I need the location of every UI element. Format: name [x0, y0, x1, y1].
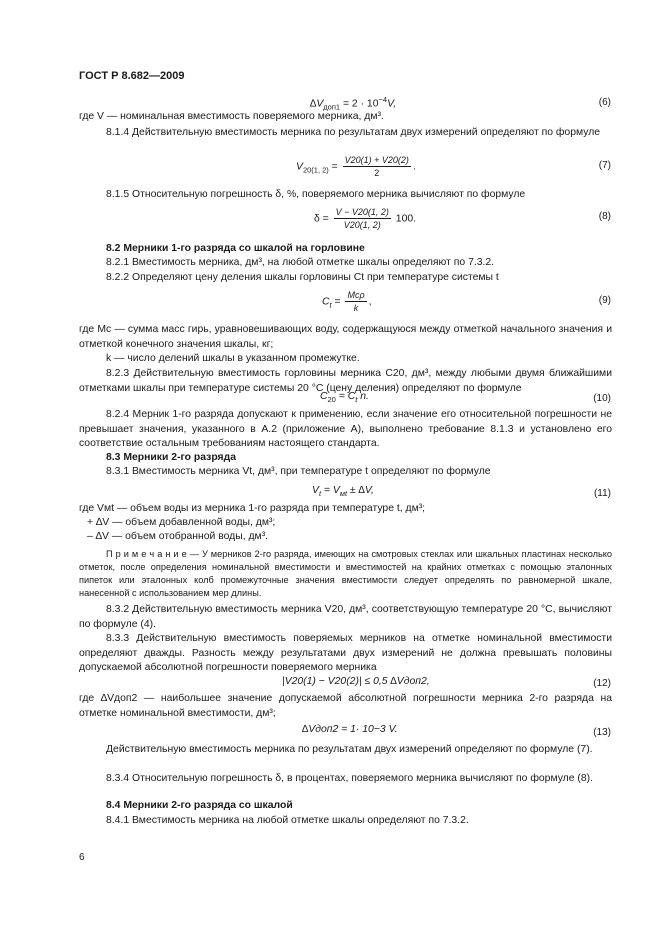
formula-11-number: (11) — [593, 488, 611, 499]
formula-12-number: (12) — [593, 678, 611, 689]
clause-8-1-4: 8.1.4 Действительную вместимость мерника по результатам двух измерений определяют по формуле — [106, 127, 601, 138]
clause-8-2-2: 8.2.2 Определяют цену деления шкалы горловины Ct при температуре системы t — [106, 272, 499, 283]
formula-7-number: (7) — [598, 160, 611, 171]
where-added-volume: + ∆V — объем добавленной воды, дм³; — [87, 517, 276, 528]
formula-10-number: (10) — [593, 393, 611, 404]
clause-8-3-3-cont: Действительную вместимость мерника по результатам двух измерений определяют по формуле (7). — [106, 744, 593, 755]
formula-9-number: (9) — [598, 295, 611, 306]
formula-11: $V_t = V_{мt} \pm \Delta V$, — [312, 485, 374, 499]
clause-8-3-3: 8.3.3 Действительную вместимость поверяемых мерников на отметке номинальной вместимости определяют дважды. Разность между результатами двух измерений не должна превышать половины допускаемой абсолютной погрешности поверяемого мерника — [79, 633, 612, 673]
formula-10: $C_{20} = C_t$ n. — [320, 391, 369, 405]
clause-8-3-2: 8.3.2 Действительную вместимость мерника V20, дм³, соответствующую температуре 20 °С, вычисляют по формуле (4). — [79, 604, 612, 630]
section-8-2-heading: 8.2 Мерники 1-го разряда со шкалой на горловине — [106, 243, 365, 254]
clause-8-2-1: 8.2.1 Вместимость мерника, дм³, на любой отметке шкалы определяют по 7.3.2. — [106, 257, 495, 268]
formula-12: |V20(1) − V20(2)| ≤ 0,5 ∆Vдоп2, — [282, 676, 430, 687]
clause-8-4-1: 8.4.1 Вместимость мерника на любой отметке шкалы определяют по 7.3.2. — [106, 815, 469, 826]
clause-8-2-4: 8.2.4 Мерник 1-го разряда допускают к применению, если значение его относительной погрешности не превышает значения, указанного в А.2 (приложение А), выполнено требование 8.1.3 и установлено его соответствие остальным требованиям настоящего стандарта. — [79, 409, 612, 449]
where-vmt: где Vмt — объем воды из мерника 1-го разряда при температуре t, дм³; — [79, 503, 426, 514]
note-block — [79, 548, 612, 600]
where-v-line: где V — номинальная вместимость поверяемого мерника, дм³. — [79, 111, 384, 122]
formula-8: δ = $\frac{V - V20(1, 2)}{V20(1, 2)}$ 100. — [314, 207, 417, 230]
clause-8-3-4: 8.3.4 Относительную погрешность δ, в процентах, поверяемого мерника вычисляют по формуле (8). — [106, 773, 593, 784]
formula-6: $\Delta V_{доп1} = 2 \cdot 10^{-4}V$, — [310, 95, 397, 112]
note-text: У мерников 2-го разряда, имеющих на смотровых стеклах или шкальных пластинах несколько отметок, после определения номинальной вместимости и вместимостей на крайних отметках с помощью эталонных пипеток или эталонных колб промежуточные значения вместимости следует определять по равномерной шкале, нанесенной с использованием мер длины. — [79, 549, 612, 598]
where-removed-volume: – ∆V — объем отобранной воды, дм³. — [87, 531, 269, 542]
formula-8-number: (8) — [598, 211, 611, 222]
clause-8-2-3: 8.2.3 Действительную вместимость горловины мерника C20, дм³, между любыми двумя ближайшими отметками шкалы при температуре системы 20 °С (цену деления) определяют по формуле — [79, 368, 612, 394]
where-k: k — число делений шкалы в указанном промежутке. — [106, 353, 360, 364]
where-dvdop2: где ∆Vдоп2 — наибольшее значение допускаемой абсолютной погрешности мерника 2-го разряда на отметке номинальной вместимости, дм³; — [79, 693, 612, 719]
clause-8-3-1: 8.3.1 Вместимость мерника Vt, дм³, при температуре t определяют по формуле — [106, 466, 491, 477]
formula-7: $V_{20(1, 2)}$ = $\frac{V20(1) + V20(2)}{2}$ . — [296, 155, 416, 178]
where-mc: где Mc — сумма масс гирь, уравновешивающих воду, содержащуюся между отметкой начального значения и отметкой конечного значения шкалы, кг; — [79, 324, 612, 350]
formula-13-number: (13) — [593, 727, 611, 738]
clause-8-1-5: 8.1.5 Относительную погрешность δ, %, поверяемого мерника вычисляют по формуле — [106, 189, 526, 200]
formula-9: $C_t$ = $\frac{\text{Mcρ}}{k}$ , — [322, 290, 372, 313]
document-header: ГОСТ Р 8.682—2009 — [79, 70, 185, 82]
section-8-3-heading: 8.3 Мерники 2-го разряда — [106, 452, 236, 463]
page-number: 6 — [79, 852, 85, 863]
section-8-4-heading: 8.4 Мерники 2-го разряда со шкалой — [106, 800, 293, 811]
note-label: П р и м е ч а н и е — — [106, 549, 199, 559]
formula-13: ∆Vдоп2 = 1· 10−3 V. — [302, 724, 398, 735]
formula-6-number: (6) — [598, 97, 611, 108]
